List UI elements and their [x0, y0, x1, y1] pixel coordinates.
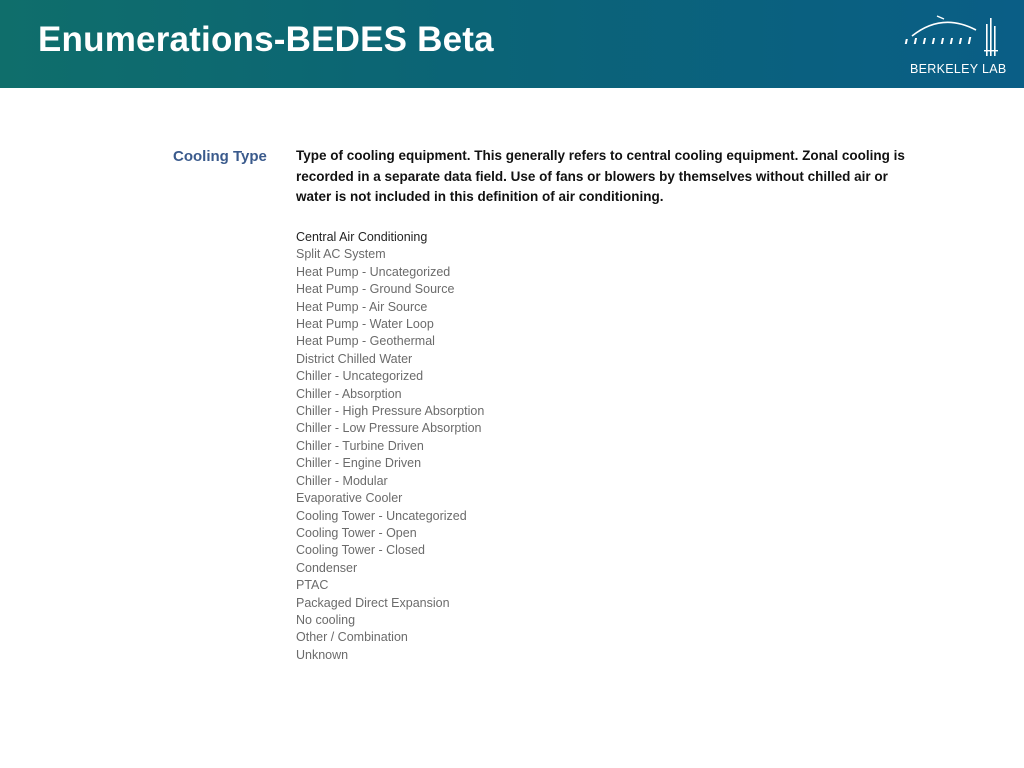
list-item: Cooling Tower - Open	[296, 525, 417, 540]
list-item: Chiller - Absorption	[296, 386, 402, 401]
list-item: Chiller - Low Pressure Absorption	[296, 421, 482, 436]
list-item: Chiller - Modular	[296, 473, 388, 488]
list-item: Packaged Direct Expansion	[296, 595, 450, 610]
list-item: Unknown	[296, 647, 349, 662]
list-item: Evaporative Cooler	[296, 491, 403, 506]
list-item: District Chilled Water	[296, 351, 413, 366]
list-item: Chiller - Uncategorized	[296, 369, 424, 384]
list-item: Heat Pump - Water Loop	[296, 317, 434, 332]
logo-text: BERKELEY LAB	[910, 62, 1007, 76]
list-item: Chiller - High Pressure Absorption	[296, 404, 485, 419]
list-item: Heat Pump - Ground Source	[296, 282, 455, 297]
slide-title: Enumerations-BEDES Beta	[38, 20, 494, 59]
list-item: Cooling Tower - Closed	[296, 543, 425, 558]
list-item: Heat Pump - Air Source	[296, 299, 428, 314]
list-item: Chiller - Engine Driven	[296, 456, 422, 471]
list-item: Cooling Tower - Uncategorized	[296, 508, 467, 523]
list-item: Split AC System	[296, 247, 386, 262]
berkeley-lab-logo-icon	[904, 10, 1004, 60]
field-label: Cooling Type	[173, 148, 267, 165]
list-item: Heat Pump - Uncategorized	[296, 264, 451, 279]
enumeration-list	[296, 229, 484, 664]
list-item: Central Air Conditioning	[296, 230, 428, 244]
slide-header	[0, 0, 1024, 88]
list-item: Chiller - Turbine Driven	[296, 438, 424, 453]
list-item: PTAC	[296, 578, 329, 593]
berkeley-lab-logo	[904, 10, 1007, 80]
list-item: Heat Pump - Geothermal	[296, 334, 435, 349]
field-definition: Type of cooling equipment. This generally refers to central cooling equipment. Zonal cooling is recorded in a separate data field. Use of fans or blowers by themselves without chilled air or water is not included in this definition of air conditioning.	[296, 148, 905, 204]
list-item: Condenser	[296, 560, 358, 575]
list-item: Other / Combination	[296, 630, 408, 645]
list-item: No cooling	[296, 612, 356, 627]
